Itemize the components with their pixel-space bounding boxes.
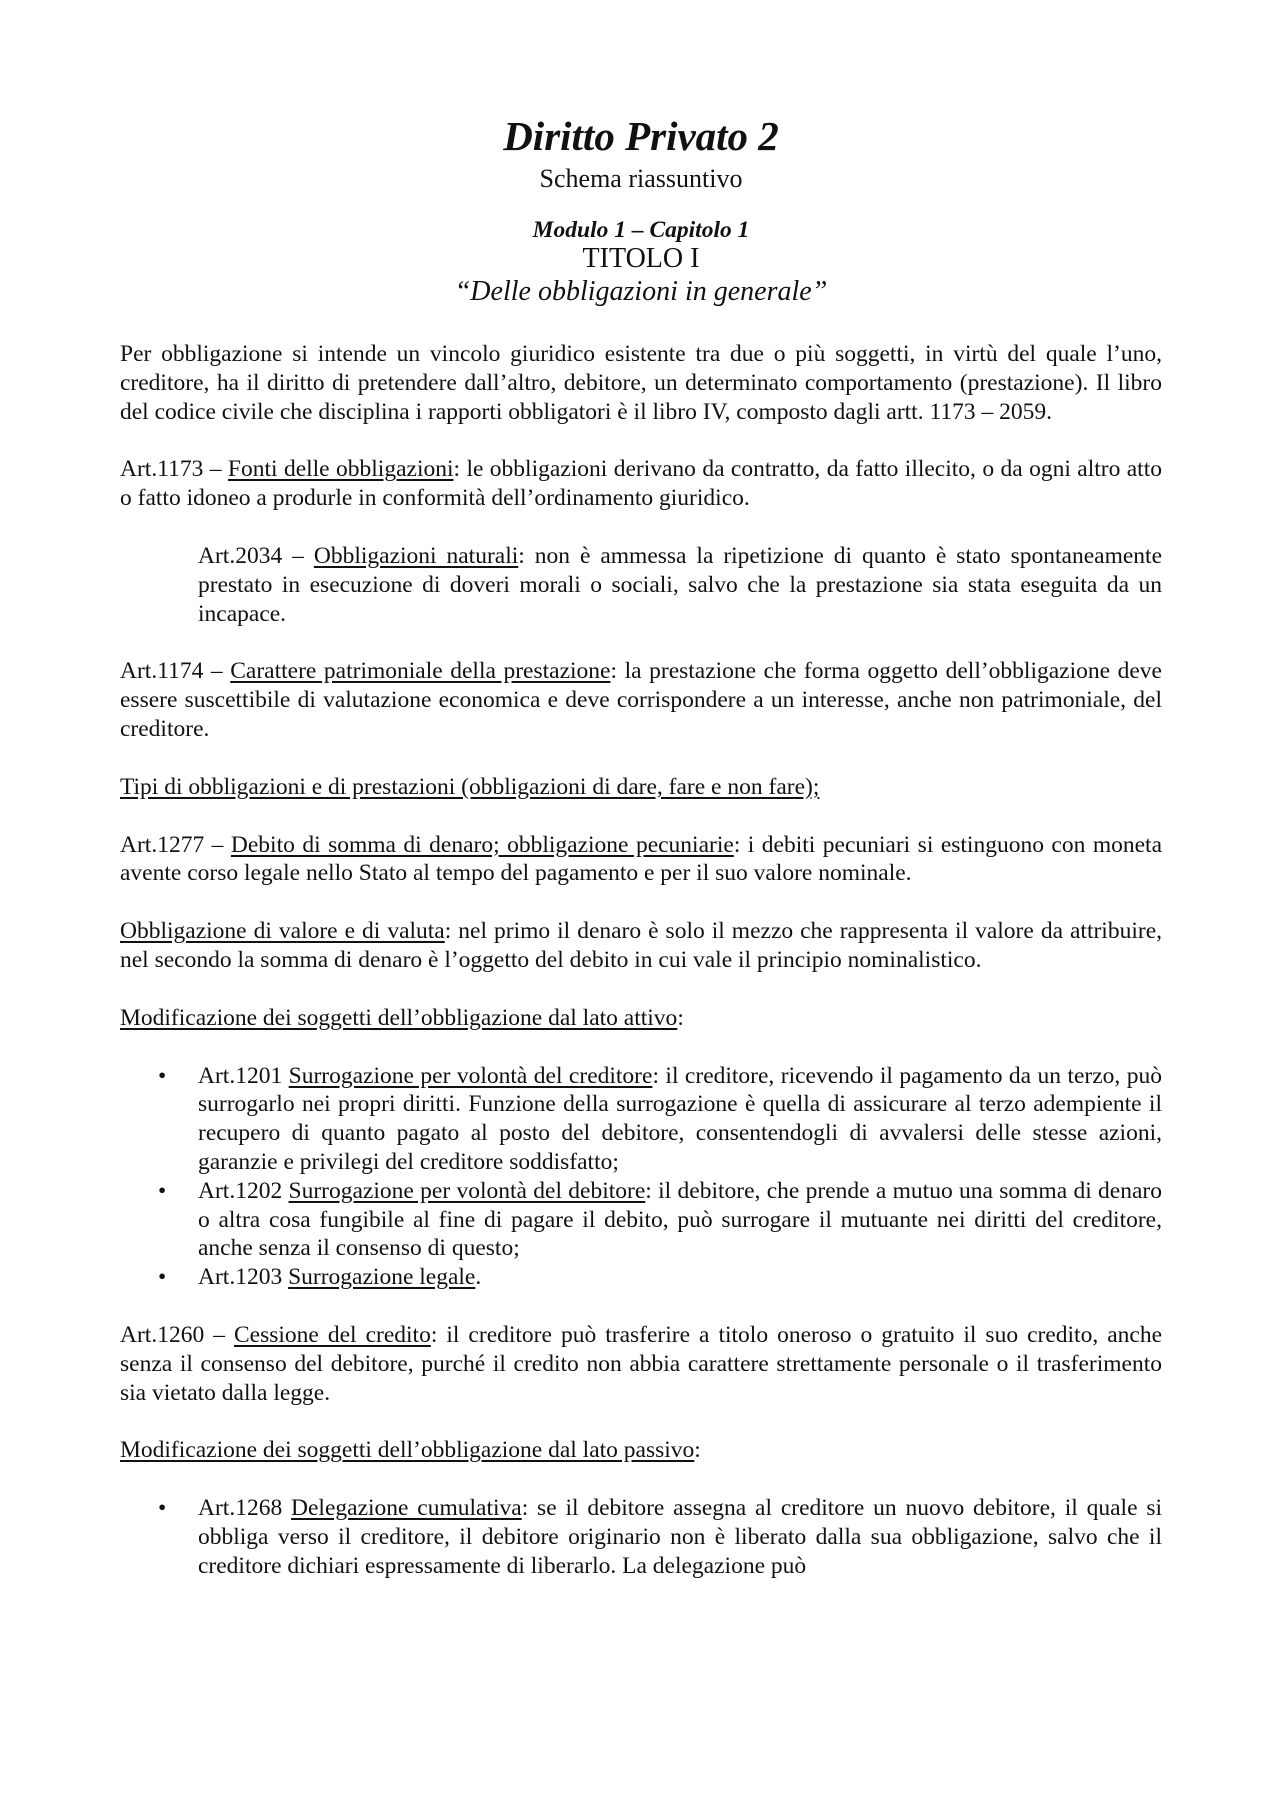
titolo-heading: TITOLO I bbox=[582, 243, 700, 274]
document-subtitle: Schema riassuntivo bbox=[539, 164, 743, 193]
list-item: • Art.1201 Surrogazione per volontà del creditore: il creditore, ricevendo il pagamento da un terzo, può surrogarlo nei propri diritti. Funzione della surrogazione è quella di assicurare al terzo adempiente il recupero di quanto pagato al posto del debitore, consentendogli di avvalersi delle stesse azioni, garanzie e privilegi del creditore soddisfatto; bbox=[158, 1062, 1163, 1175]
list-item: • Art.1268 Delegazione cumulativa: se il debitore assegna al creditore un nuovo debitore, il quale si obbliga verso il creditore, il debitore originario non è liberato dalla sua obbligazione, salvo che il creditore dichiari espressamente di liberarlo. La delegazione può bbox=[158, 1495, 1163, 1579]
document-header bbox=[120, 110, 1162, 310]
passivo-heading: Modificazione dei soggetti dell’obbligazione dal lato passivo: bbox=[120, 1437, 701, 1464]
document-page bbox=[120, 110, 1162, 1581]
module-heading: Modulo 1 – Capitolo 1 bbox=[532, 217, 750, 243]
types-heading: Tipi di obbligazioni e di prestazioni (obbligazioni di dare, fare e non fare); bbox=[120, 773, 820, 800]
list-item: • Art.1203 Surrogazione legale. bbox=[158, 1264, 482, 1291]
document-title: Diritto Privato 2 bbox=[503, 113, 779, 159]
attivo-heading: Modificazione dei soggetti dell’obbligazione dal lato attivo: bbox=[120, 1004, 684, 1031]
obbligazione-valore-paragraph: Obbligazione di valore e di valuta: nel primo il denaro è solo il mezzo che rappresenta il valore da attribuire, nel secondo la somma di denaro è l’oggetto del debito in cui vale il principio nominalistico. bbox=[120, 918, 1163, 973]
article-2034: Art.2034 – Obbligazioni naturali: non è ammessa la ripetizione di quanto è stato spontaneamente prestato in esecuzione di doveri morali o sociali, salvo che la prestazione sia stata eseguita da un incapace. bbox=[198, 542, 1162, 627]
intro-paragraph: Per obbligazione si intende un vincolo giuridico esistente tra due o più soggetti, in virtù del quale l’uno, creditore, ha il diritto di pretendere dall’altro, debitore, un determinato comportamento (prestazione). Il libro del codice civile che disciplina i rapporti obbligatori è il libro IV, composto dagli artt. 1173 – 2059. bbox=[120, 341, 1162, 425]
passivo-list bbox=[120, 1494, 1162, 1580]
titolo-subtitle: “Delle obbligazioni in generale” bbox=[454, 276, 828, 307]
list-item: • Art.1202 Surrogazione per volontà del debitore: il debitore, che prende a mutuo una somma di denaro o altra cosa fungibile al fine di pagare il debito, può surrogare il mutuante nei diritti del creditore, anche senza il consenso di questo; bbox=[158, 1177, 1162, 1262]
attivo-list bbox=[120, 1062, 1162, 1292]
article-1277: Art.1277 – Debito di somma di denaro; obbligazione pecuniarie: i debiti pecuniari si estinguono con moneta avente corso legale nello Stato al tempo del pagamento e per il suo valore nominale. bbox=[120, 831, 1162, 887]
article-1260: Art.1260 – Cessione del credito: il creditore può trasferire a titolo oneroso o gratuito il suo credito, anche senza il consenso del debitore, purché il credito non abbia carattere strettamente personale o il trasferimento sia vietato dalla legge. bbox=[120, 1321, 1163, 1406]
article-1174: Art.1174 – Carattere patrimoniale della prestazione: la prestazione che forma oggetto dell’obbligazione deve essere suscettibile di valutazione economica e deve corrispondere a un interesse, anche non patrimoniale, del creditore. bbox=[120, 658, 1162, 742]
article-1173: Art.1173 – Fonti delle obbligazioni: le obbligazioni derivano da contratto, da fatto illecito, o da ogni altro atto o fatto idoneo a produrle in conformità dell’ordinamento giuridico. bbox=[120, 456, 1162, 512]
